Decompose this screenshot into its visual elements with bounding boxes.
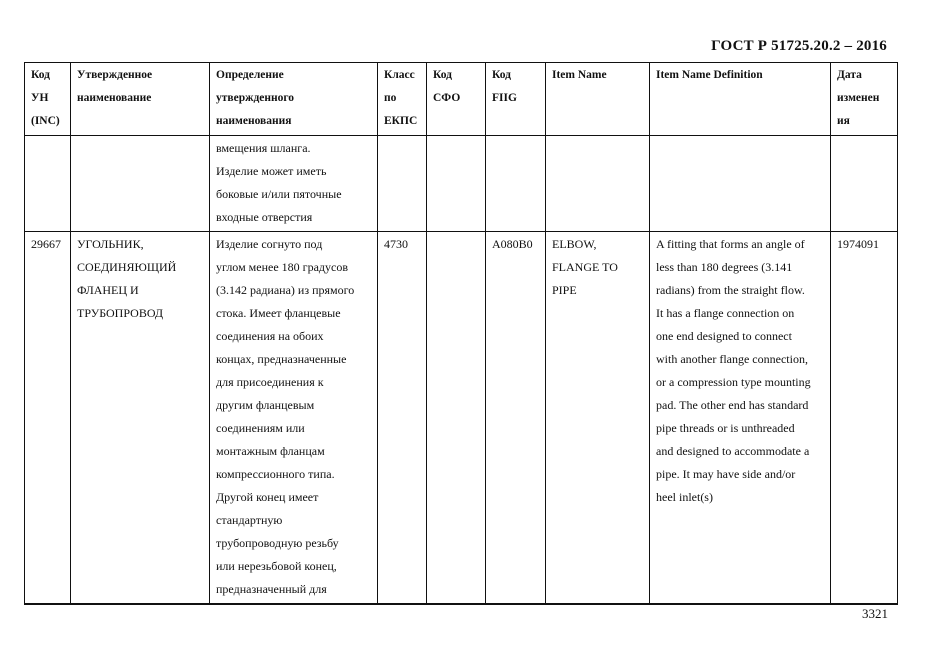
cell-line: heel inlet(s) xyxy=(656,490,713,504)
cell-line: radians) from the straight flow. xyxy=(656,283,805,297)
cell-line: It has a flange connection on xyxy=(656,306,795,320)
cell-line: pipe threads or is unthreaded xyxy=(656,421,795,435)
cell-inc-empty xyxy=(25,136,71,232)
cell-line: стандартную xyxy=(216,513,283,527)
cell-line: and designed to accommodate a xyxy=(656,444,810,458)
header-line: Класс xyxy=(384,69,415,81)
header-line: Код xyxy=(31,69,51,81)
cell-ekps-empty xyxy=(378,136,427,232)
cell-date-empty xyxy=(831,136,898,232)
header-approved-name xyxy=(71,63,210,136)
header-line: Код xyxy=(433,69,453,81)
cell-change-date: 1974091 xyxy=(831,232,898,605)
table-row xyxy=(25,232,898,605)
cell-item-definition-empty xyxy=(650,136,831,232)
header-sfo-code xyxy=(427,63,486,136)
header-line: Определение xyxy=(216,69,284,81)
cell-line: or a compression type mounting xyxy=(656,375,811,389)
cell-line: входные отверстия xyxy=(216,210,313,224)
header-ekps-class xyxy=(378,63,427,136)
cell-line: соединениям или xyxy=(216,421,305,435)
header-line: Дата xyxy=(837,69,862,81)
cell-name-empty xyxy=(71,136,210,232)
cell-ekps-class: 4730 xyxy=(378,232,427,605)
header-definition xyxy=(210,63,378,136)
header-line: по xyxy=(384,92,397,104)
header-line: наименования xyxy=(216,115,292,127)
cell-item-name xyxy=(546,232,650,605)
cell-definition xyxy=(210,232,378,605)
cell-item-name-definition xyxy=(650,232,831,605)
cell-line: one end designed to connect xyxy=(656,329,792,343)
cell-line: FLANGE TO xyxy=(552,260,618,274)
header-item-name-definition xyxy=(650,63,831,136)
cell-line: углом менее 180 градусов xyxy=(216,260,349,274)
cell-line: Изделие согнуто под xyxy=(216,237,323,251)
cell-line: pipe. It may have side and/or xyxy=(656,467,796,481)
cell-line: концах, предназначенные xyxy=(216,352,347,366)
cell-inc: 29667 xyxy=(25,232,71,605)
cell-line: PIPE xyxy=(552,283,577,297)
cell-line: вмещения шланга. xyxy=(216,141,311,155)
cell-line: ELBOW, xyxy=(552,237,597,251)
cell-sfo-code xyxy=(427,232,486,605)
header-line: Item Name Definition xyxy=(656,69,763,81)
header-line: Item Name xyxy=(552,69,607,81)
cell-line: боковые и/или пяточные xyxy=(216,187,342,201)
header-line: (INC) xyxy=(31,115,60,127)
cell-sfo-empty xyxy=(427,136,486,232)
table-row-continuation xyxy=(25,136,898,232)
cell-line: предназначенный для xyxy=(216,582,327,596)
header-line: FIIG xyxy=(492,92,517,104)
cell-line: Другой конец имеет xyxy=(216,490,319,504)
header-change-date xyxy=(831,63,898,136)
cell-line: стока. Имеет фланцевые xyxy=(216,306,341,320)
cell-line: для присоединения к xyxy=(216,375,324,389)
header-line: ЕКПС xyxy=(384,115,418,127)
cell-line: Изделие может иметь xyxy=(216,164,327,178)
cell-approved-name xyxy=(71,232,210,605)
cell-line: монтажным фланцам xyxy=(216,444,325,458)
cell-fiig-empty xyxy=(486,136,546,232)
header-line: изменен xyxy=(837,92,880,104)
cell-line: или нерезьбовой конец, xyxy=(216,559,337,573)
cell-line: УГОЛЬНИК, xyxy=(77,237,144,251)
cell-item-name-empty xyxy=(546,136,650,232)
cell-line: СОЕДИНЯЮЩИЙ xyxy=(77,260,177,274)
cell-line: pad. The other end has standard xyxy=(656,398,809,412)
cell-line: ТРУБОПРОВОД xyxy=(77,306,164,320)
catalog-table xyxy=(24,62,898,605)
cell-line: with another flange connection, xyxy=(656,352,808,366)
cell-line: трубопроводную резьбу xyxy=(216,536,339,550)
header-line: наименование xyxy=(77,92,152,104)
cell-line: соединения на обоих xyxy=(216,329,324,343)
header-inc xyxy=(25,63,71,136)
page-number: 3321 xyxy=(862,606,888,621)
header-line: СФО xyxy=(433,92,461,104)
header-line: Код xyxy=(492,69,512,81)
cell-line: less than 180 degrees (3.141 xyxy=(656,260,793,274)
header-line: утвержденного xyxy=(216,92,295,104)
header-line: ия xyxy=(837,115,850,127)
cell-line: ФЛАНЕЦ И xyxy=(77,283,139,297)
cell-line: компрессионного типа. xyxy=(216,467,335,481)
cell-fiig-code: A080B0 xyxy=(486,232,546,605)
header-item-name xyxy=(546,63,650,136)
header-line: УН xyxy=(31,92,49,104)
cell-line: другим фланцевым xyxy=(216,398,315,412)
header-line: Утвержденное xyxy=(77,69,153,81)
document-title: ГОСТ Р 51725.20.2 – 2016 xyxy=(711,38,887,54)
cell-line: (3.142 радиана) из прямого xyxy=(216,283,355,297)
cell-definition-continuation xyxy=(210,136,378,232)
header-fiig-code xyxy=(486,63,546,136)
table-header-row xyxy=(25,63,898,136)
cell-line: A fitting that forms an angle of xyxy=(656,237,805,251)
